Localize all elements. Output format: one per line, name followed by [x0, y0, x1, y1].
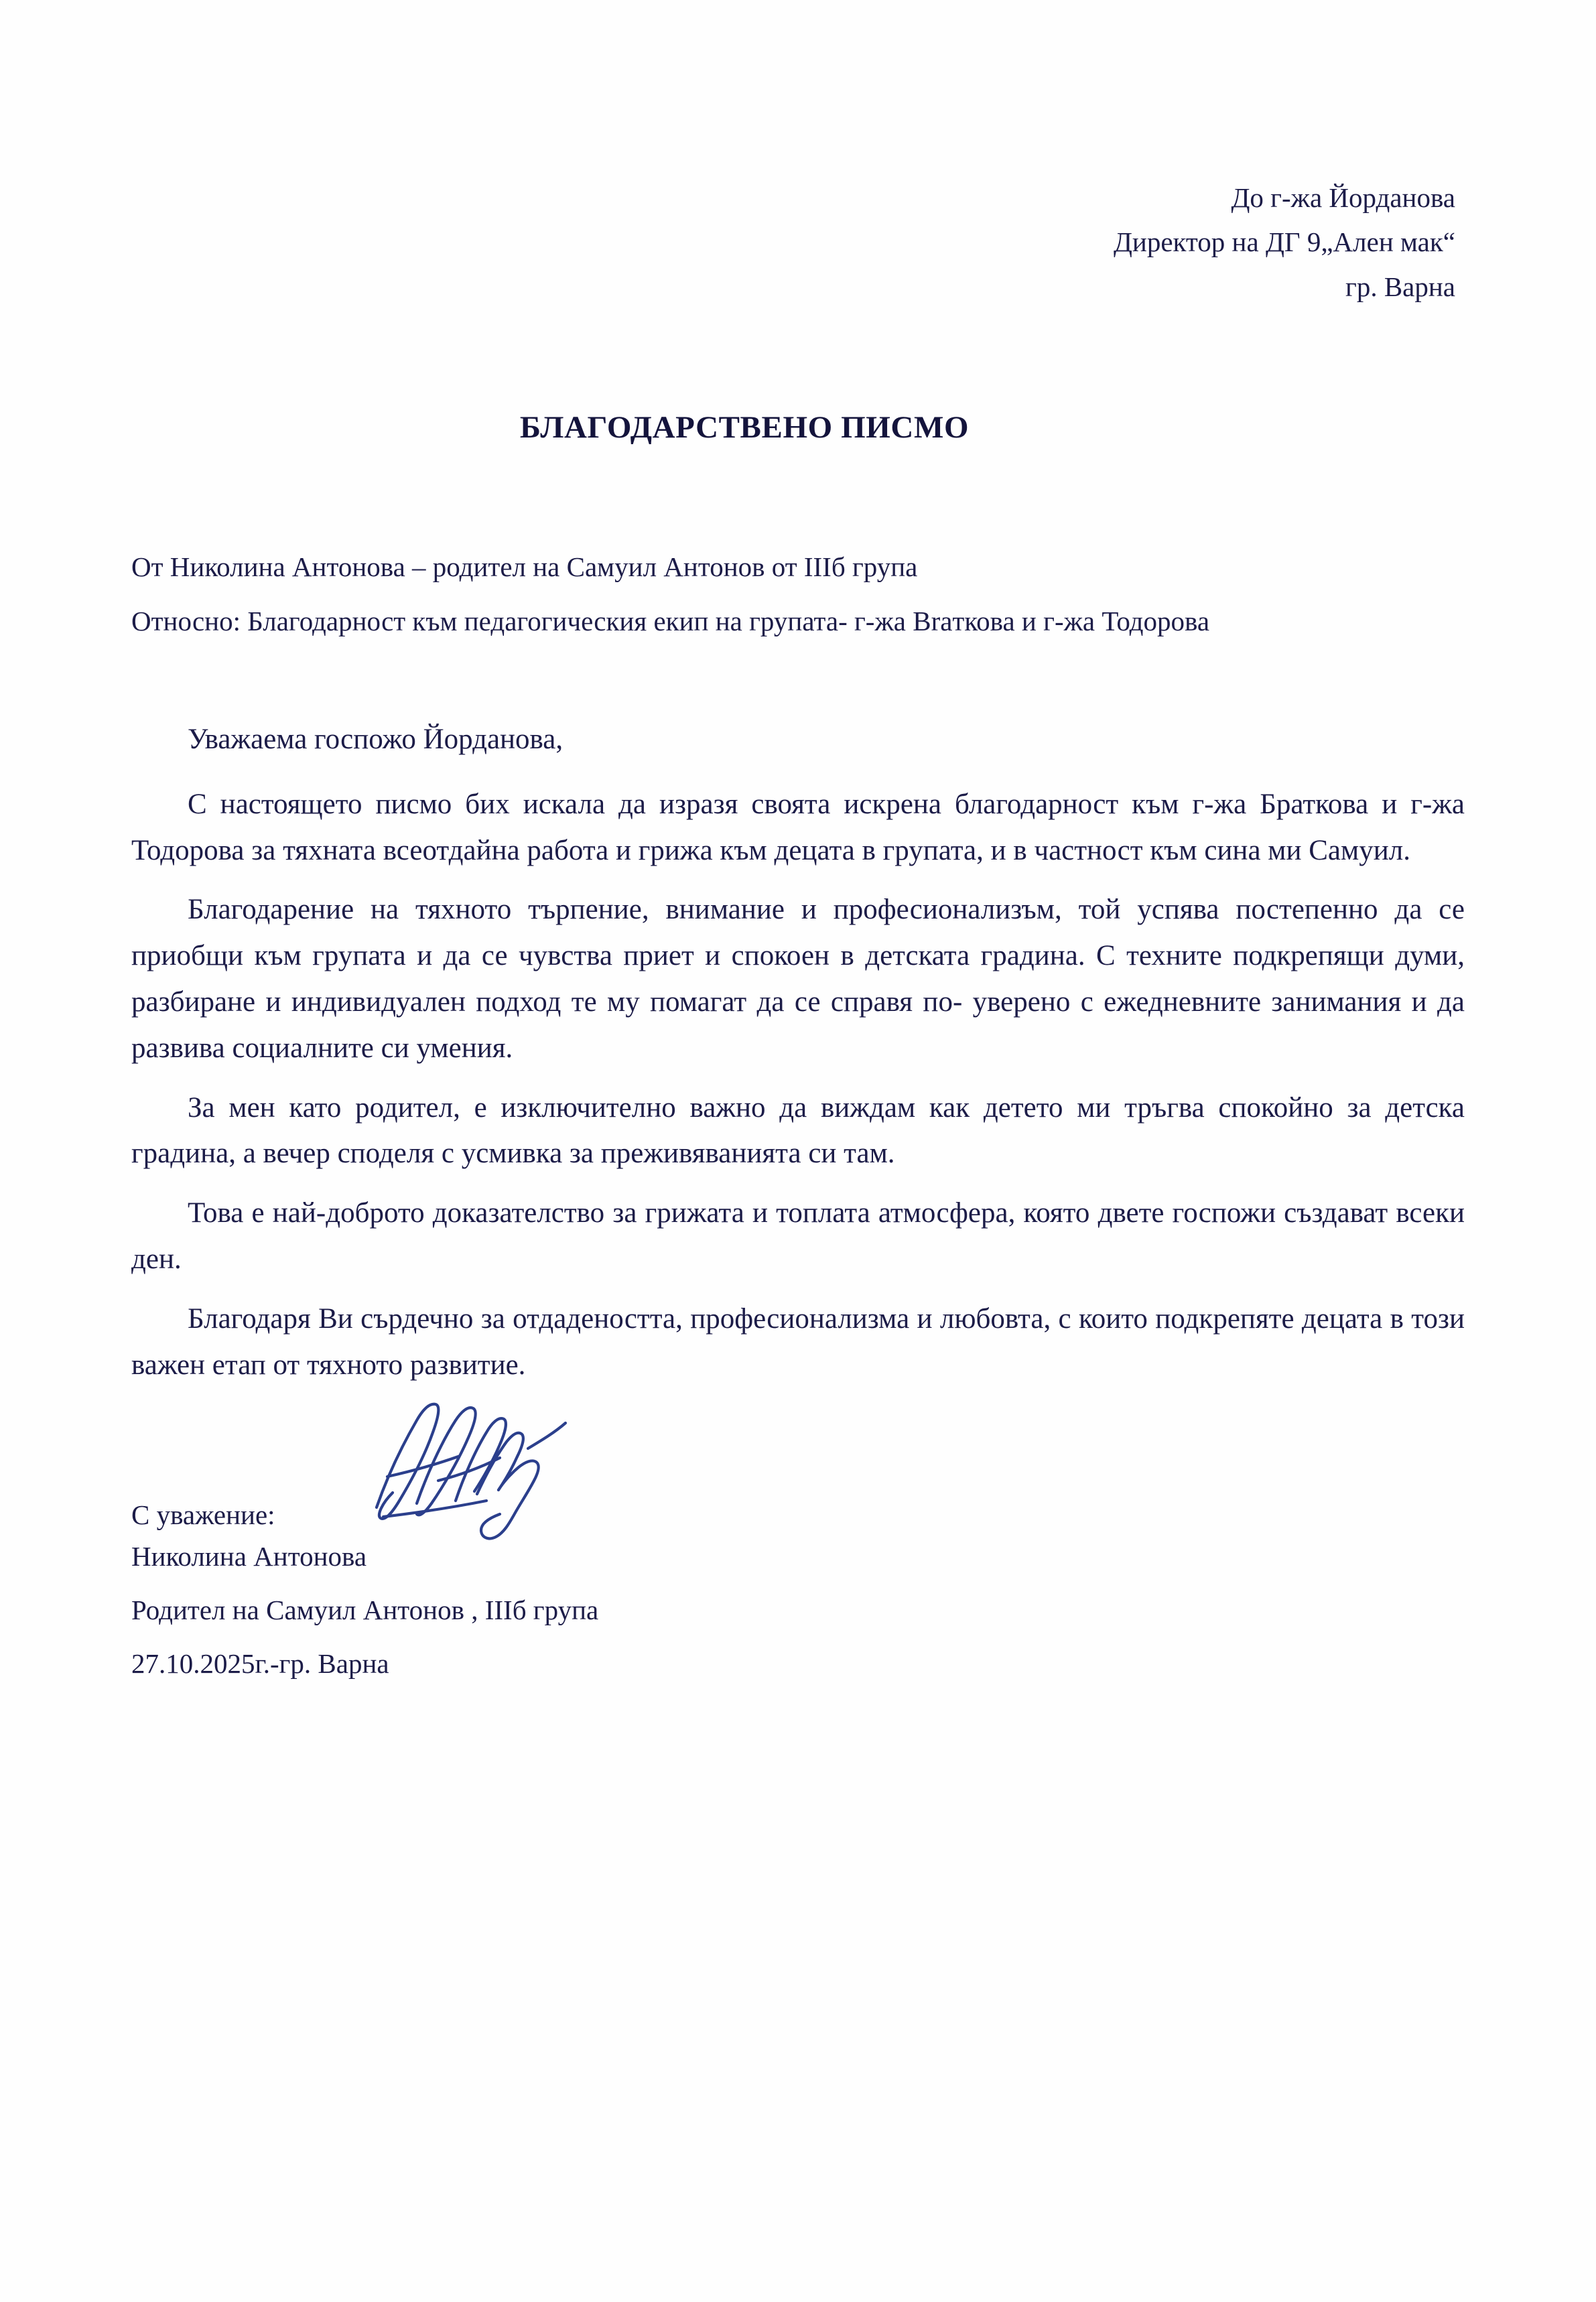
- addressee-line-1: До г-жа Йорданова: [1231, 182, 1455, 213]
- page-title: БЛАГОДАРСТВЕНО ПИСМО: [519, 410, 970, 446]
- addressee-block: [131, 176, 1465, 309]
- letter-body: [131, 717, 1465, 1388]
- body-paragraph-5: Благодаря Ви сърдечно за отдадеността, професионализма и любовта, с които подкрепяте децата в този важен етап от тяхното развитие.: [131, 1302, 1465, 1381]
- meta-from: От Николина Антонова – родител на Самуил Антонов от IIIб група: [131, 551, 918, 583]
- signature-date-place: 27.10.2025г.-гр. Варна: [131, 1648, 389, 1680]
- signature-name: Николина Антонова: [131, 1541, 367, 1572]
- body-paragraph-4: Това е най-доброто доказателство за грижата и топлата атмосфера, която двете госпожи създават всеки ден.: [131, 1197, 1465, 1275]
- signature-role: Родител на Самуил Антонов , IIIб група: [131, 1595, 599, 1626]
- body-paragraph-3: За мен като родител, е изключително важно да виждам как детето ми тръгва спокойно за детска градина, а вечер споделя с усмивка за преживяванията си там.: [131, 1091, 1465, 1170]
- body-paragraph-2: Благодарение на тяхното търпение, внимание и професионализъм, той успява постепенно да се приобщи към групата и да се чувства приет и спокоен в детската градина. С техните подкрепящи думи, разбиране и индивидуален подход те му помагат да се справя по- уверено с ежедневните занимания и да развива социалните си умения.: [131, 894, 1465, 1064]
- meta-block: [131, 545, 1465, 643]
- body-paragraph-1: С настоящето писмо бих искала да изразя своята искрена благодарност към г-жа Браткова и г-жа Тодорова за тяхната всеотдайна работа и грижа към децата в групата, и в частност към сина ми Самуил.: [131, 788, 1465, 866]
- salutation: Уважаема госпожо Йорданова,: [188, 724, 563, 756]
- document-content: [131, 0, 1465, 1691]
- addressee-line-2: Директор на ДГ 9„Ален мак“: [1113, 226, 1455, 258]
- signature-regards: С уважение:: [131, 1499, 275, 1531]
- meta-subject: Относно: Благодарност към педагогическия екип на групата- г-жа Braткова и г-жа Тодорова: [131, 605, 1210, 636]
- signature-block: [131, 1489, 1465, 1691]
- addressee-line-3: гр. Варна: [1345, 271, 1455, 302]
